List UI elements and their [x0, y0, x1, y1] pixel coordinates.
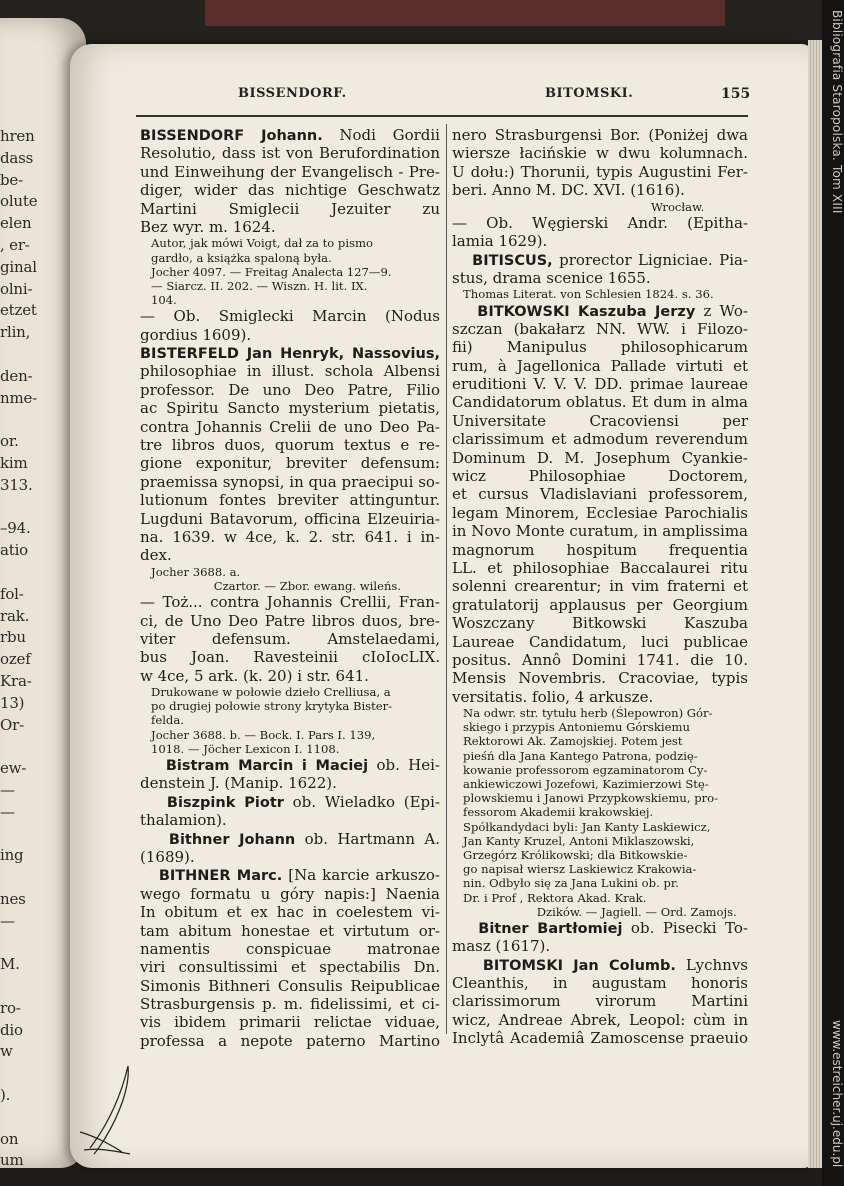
handwritten-signature: [70, 1062, 150, 1158]
entry-text: solenni crearentur; in vim fraterni et: [452, 577, 748, 596]
note-line: ankiewiczowi Jozefowi, Kazimierzowi Stę-: [452, 777, 709, 792]
text-line: [140, 381, 440, 399]
note-line: gardło, a książka spaloną była.: [140, 250, 332, 265]
entry-text: Lugduni Batavorum, officina Elzeuiria-: [140, 509, 440, 528]
text-line: [140, 612, 440, 630]
text-line: [140, 491, 440, 509]
left-fragment-line: fol-: [0, 584, 24, 603]
left-fragment-line: [0, 736, 80, 758]
text-line: [140, 218, 440, 236]
collection-label: Bibliografia Staropolska. Tom XIII: [830, 10, 844, 214]
text-line: [140, 922, 440, 940]
entry-heading-line: [140, 793, 440, 811]
left-fragment-line: [0, 976, 80, 998]
note-line: skiego i przypis Antoniemu Górskiemu: [452, 720, 690, 735]
text-line: [452, 937, 748, 955]
entry-text: eruditioni V. V. V. DD. primae laureae: [452, 375, 748, 394]
entry-text: und Einweihung der Evangelisch - Pre-: [140, 162, 440, 181]
entry-text: prorector Ligniciae. Pia-: [552, 250, 748, 269]
note-line: plowskiemu i Janowi Przypkowskiemu, pro-: [452, 791, 719, 806]
text-line: [140, 362, 440, 380]
text-line: [140, 885, 440, 903]
entry-text: Resolutio, dass ist von Berufordination: [140, 144, 440, 163]
left-fragment-line: kim: [0, 453, 28, 472]
entry-text: Mensis Novembris. Cracoviae, typis: [452, 669, 748, 688]
text-line: [452, 688, 748, 706]
entry-text: stus, drama scenice 1655.: [452, 268, 651, 287]
entry-heading: Bitner Bartłomiej: [452, 920, 623, 937]
entry-text: tam abitum honestae et virtutum or-: [140, 921, 440, 940]
left-fragment-line: dio: [0, 1020, 23, 1039]
left-fragment-line: nes: [0, 889, 26, 908]
entry-heading: BITISCUS,: [452, 252, 553, 269]
entry-text: szczan (bakałarz NN. WW. i Filozo-: [452, 319, 748, 338]
text-line: [452, 1011, 748, 1029]
entry-text: clarissimum et admodum reverendum: [452, 430, 748, 449]
left-fragment-line: 313.: [0, 475, 33, 494]
note-line: pieśń dla Jana Kantego Patrona, podzię-: [452, 748, 698, 763]
note-line: Wrocław.: [452, 199, 705, 214]
text-line: [452, 393, 748, 411]
note-line: Jan Kanty Kruzel, Antoni Miklaszowski,: [452, 833, 695, 848]
text-line: [140, 774, 440, 792]
entry-text: Laureae Candidatum, luci publicae: [452, 632, 748, 651]
entry-text: z Wo-: [695, 301, 748, 320]
left-fragment-line: Kra-: [0, 671, 32, 690]
note-line: Czartor. — Zbor. ewang. wileńs.: [140, 578, 402, 593]
text-line: [140, 811, 440, 829]
entry-heading: Bithner Johann: [140, 831, 296, 848]
note-line: Rektorowi Ak. Zamojskiej. Potem jest: [452, 734, 683, 749]
entry-heading-line: [140, 830, 440, 848]
entry-text: fii) Manipulus philosophicarum: [452, 338, 748, 357]
text-line: [452, 163, 748, 181]
page-number: 155: [721, 86, 751, 102]
left-fragment-line: um: [0, 1151, 24, 1168]
entry-heading: BITHNER Marc.: [140, 868, 283, 885]
entry-text: Woszczany Bitkowski Kaszuba: [452, 614, 748, 633]
note-line: go napisał wiersz Laskiewicz Krakowia-: [452, 862, 697, 877]
left-fragment-line: [0, 1063, 80, 1085]
entry-text: ac Spiritu Sancto mysterium pietatis,: [140, 399, 440, 418]
text-line: [140, 958, 440, 976]
note-line: kowanie professorom egzaminatorom Cy-: [452, 762, 708, 777]
entry-text: tre libros duos, quorum textus e re-: [140, 436, 440, 455]
entry-text: Cleanthis, in augustam honoris: [452, 974, 748, 993]
left-fragment-line: ginal: [0, 257, 37, 276]
left-fragment-line: rbu: [0, 628, 26, 647]
left-fragment-line: ).: [0, 1086, 11, 1105]
note-line: 1018. — Jöcher Lexicon I. 1108.: [140, 741, 340, 756]
left-fragment-line: [0, 344, 80, 366]
text-line: [452, 504, 748, 522]
left-fragment-line: ozef: [0, 650, 31, 669]
left-fragment-line: den-: [0, 366, 33, 385]
entry-text: Simonis Bithneri Consulis Reipublicae: [140, 976, 440, 995]
text-line: [452, 974, 748, 992]
entry-text: wiersze łacińskie w dwu kolumnach.: [452, 144, 748, 163]
text-line: [452, 633, 748, 651]
entry-text: viter defensum. Amstelaedami,: [140, 629, 440, 648]
entry-text: Nodi Gordii: [322, 126, 440, 144]
text-line: [140, 200, 440, 218]
text-line: [452, 320, 748, 338]
entry-text: In obitum et ex hac in coelestem vi-: [140, 903, 440, 922]
entry-heading-line: [140, 866, 440, 884]
entry-text: Lychnvs: [675, 955, 748, 974]
entry-text: wicz Philosophiae Doctorem,: [452, 467, 748, 486]
text-line: [140, 307, 440, 325]
text-line: [140, 940, 440, 958]
entry-text: nero Strasburgensi Bor. (Poniżej dwa: [452, 126, 748, 144]
text-line: [140, 399, 440, 417]
text-line: [140, 1032, 440, 1050]
text-line: [452, 596, 748, 614]
entry-text: LL. et philosophiae Baccalaurei ritu: [452, 558, 748, 577]
entry-text: Universitate Cracoviensi per: [452, 411, 748, 430]
left-fragment-line: w: [0, 1042, 13, 1061]
left-fragment-line: [0, 1107, 80, 1129]
text-line: [140, 648, 440, 666]
header-rule: [136, 115, 748, 117]
entry-text: legam Minorem, Ecclesiae Parochialis: [452, 503, 748, 522]
note-line: 104.: [140, 293, 177, 308]
left-fragment-line: ro-: [0, 998, 21, 1017]
left-fragment-line: Or-: [0, 715, 24, 734]
entry-text: rum, à Jagellonica Pallade virtuti et: [452, 356, 748, 375]
text-line: [452, 269, 748, 287]
text-line: [452, 126, 748, 144]
entry-text: lutionum fontes breviter attinguntur.: [140, 491, 440, 510]
entry-text: ob. Wieladko (Epi-: [283, 792, 440, 811]
right-column: [452, 126, 748, 1048]
entry-text: clarissimorum virorum Martini: [452, 992, 748, 1011]
entry-text: — Toż... contra Johannis Crellii, Fran-: [140, 593, 440, 612]
text-line: [140, 181, 440, 199]
left-fragment-line: [0, 932, 80, 954]
entry-text: Inclytâ Academiâ Zamoscense praeuio: [452, 1029, 748, 1048]
note-line: Jocher 3688. b. — Bock. I. Pars I. 139,: [140, 727, 376, 742]
left-fragment-line: rak.: [0, 606, 30, 625]
entry-heading-line: [452, 919, 748, 937]
text-line: [452, 144, 748, 162]
text-line: [140, 144, 440, 162]
text-line: [452, 651, 748, 669]
entry-heading: BISSENDORF Johann.: [140, 128, 323, 144]
note-line: Grzegórz Królikowski; dla Bitkowskie-: [452, 847, 688, 862]
text-line: [140, 418, 440, 436]
left-fragment-line: [0, 824, 80, 846]
entry-text: Dominum D. M. Josephum Cyankie-: [452, 448, 748, 467]
entry-text: na. 1639. w 4ce, k. 2. str. 641. i in-: [140, 527, 440, 546]
entry-text: Martini Smiglecii Jezuiter zu: [140, 199, 440, 218]
entry-text: et cursus Vladislaviani professorem,: [452, 485, 748, 504]
text-line: [140, 528, 440, 546]
note-line: Dr. i Prof , Rektora Akad. Krak.: [452, 890, 647, 905]
running-head-left: BISSENDORF.: [238, 86, 347, 101]
entry-heading: BISTERFELD Jan Henryk, Nassovius,: [140, 346, 440, 363]
text-line: [452, 1029, 748, 1047]
text-line: [452, 669, 748, 687]
entry-text: lamia 1629).: [452, 232, 548, 251]
left-fragment-line: [0, 867, 80, 889]
left-page-text: [0, 126, 80, 1168]
note-line: nin. Odbyło się za Jana Lukini ob. pr.: [452, 876, 679, 891]
left-fragment-line: ing: [0, 846, 24, 865]
entry-text: versitatis. folio, 4 arkusze.: [452, 687, 654, 706]
left-fragment-line: on: [0, 1129, 19, 1148]
text-line: [140, 977, 440, 995]
column-divider: [446, 124, 447, 1034]
book-cover-edge: [205, 0, 725, 26]
entry-text: dex.: [140, 546, 172, 565]
running-head-right: BITOMSKI.: [545, 86, 634, 101]
left-fragment-line: olute: [0, 192, 38, 211]
left-fragment-line: rlin,: [0, 323, 31, 342]
text-line: [452, 522, 748, 540]
entry-text: Strasburgensis p. m. fidelissimi, et ci-: [140, 995, 440, 1014]
entry-text: bus Joan. Ravesteinii cIoIocLIX.: [140, 648, 440, 667]
note-line: Jocher 4097. — Freitag Analecta 127—9.: [140, 264, 392, 279]
left-fragment-line: [0, 562, 80, 584]
text-line: [452, 467, 748, 485]
left-fragment-line: be-: [0, 170, 23, 189]
left-fragment-line: nme-: [0, 388, 38, 407]
entry-text: praemissa synopsi, in qua praecipui so-: [140, 472, 440, 491]
left-fragment-line: [0, 409, 80, 431]
left-fragment-line: —: [0, 780, 15, 799]
entry-text: gione exponitur, breviter defensum:: [140, 454, 440, 473]
text-line: [140, 995, 440, 1013]
text-line: [140, 1013, 440, 1031]
left-fragment-line: —: [0, 802, 15, 821]
text-line: [452, 214, 748, 232]
entry-text: professor. De uno Deo Patre, Filio: [140, 380, 440, 399]
text-line: [452, 357, 748, 375]
left-fragment-line: —: [0, 911, 15, 930]
note-line: Thomas Literat. von Schlesien 1824. s. 36.: [452, 287, 714, 302]
text-line: [140, 163, 440, 181]
entry-text: Bez wyr. m. 1624.: [140, 217, 276, 236]
entry-text: U dołu:) Thorunii, typis Augustini Fer-: [452, 162, 748, 181]
entry-text: — Ob. Smiglecki Marcin (Nodus: [140, 307, 440, 326]
entry-text: Candidatorum oblatus. Et dum in alma: [452, 393, 748, 412]
text-line: [452, 412, 748, 430]
left-fragment-line: elen: [0, 214, 32, 233]
text-line: [452, 541, 748, 559]
text-line: [452, 181, 748, 199]
text-line: [140, 436, 440, 454]
note-line: Drukowane w połowie dzieło Crelliusa, a: [140, 685, 391, 700]
entry-text: ob. Hei-: [368, 756, 440, 775]
entry-text: ob. Pisecki To-: [622, 918, 748, 937]
text-line: [452, 614, 748, 632]
text-line: [452, 232, 748, 250]
left-fragment-line: ew-: [0, 759, 27, 778]
text-line: [452, 485, 748, 503]
left-fragment-line: M.: [0, 955, 20, 974]
left-fragment-line: , er-: [0, 235, 30, 254]
text-line: [140, 903, 440, 921]
entry-text: philosophiae in illust. schola Albensi: [140, 362, 440, 381]
text-line: [452, 992, 748, 1010]
note-line: felda.: [140, 713, 184, 728]
note-line: fessorom Akademii krakowskiej.: [452, 805, 654, 820]
text-line: [452, 449, 748, 467]
entry-text: — Ob. Węgierski Andr. (Epitha-: [452, 213, 748, 232]
entry-text: vis ibidem primarii relictae viduae,: [140, 1013, 440, 1032]
entry-text: gordius 1609).: [140, 325, 252, 344]
note-line: Spółkandydaci byli: Jan Kanty Laskiewicz,: [452, 819, 711, 834]
left-fragment-line: –94.: [0, 519, 31, 538]
entry-text: thalamion).: [140, 811, 227, 830]
entry-text: positus. Annô Domini 1741. die 10.: [452, 650, 748, 669]
text-line: [452, 338, 748, 356]
entry-text: beri. Anno M. DC. XVI. (1616).: [452, 181, 685, 200]
text-line: [452, 577, 748, 595]
left-fragment-line: dass: [0, 148, 34, 167]
left-fragment-line: atio: [0, 541, 28, 560]
text-line: [140, 546, 440, 564]
entry-text: ci, de Uno Deo Patre libros duos, bre-: [140, 611, 440, 630]
entry-text: contra Johannis Crelii de uno Deo Pa-: [140, 417, 440, 436]
text-line: [452, 559, 748, 577]
entry-text: namentis conspicuae matronae: [140, 939, 440, 958]
entry-heading-line: [140, 756, 440, 774]
text-line: [140, 326, 440, 344]
entry-heading-line: [140, 126, 440, 144]
entry-text: denstein J. (Manip. 1622).: [140, 774, 337, 793]
text-line: [140, 593, 440, 611]
entry-text: wego formatu u góry napis:] Naenia: [140, 884, 440, 903]
note-line: — Siarcz. II. 202. — Wiszn. H. lit. IX.: [140, 278, 368, 293]
entry-text: professa a nepote paterno Martino: [140, 1031, 440, 1050]
entry-text: ob. Hartmann A.: [295, 829, 440, 848]
entry-text: w 4ce, 5 ark. (k. 20) i str. 641.: [140, 666, 369, 685]
left-fragment-line: olni-: [0, 279, 33, 298]
note-line: Dzików. — Jagiell. — Ord. Zamojs.: [452, 904, 737, 919]
text-line: [140, 630, 440, 648]
text-line: [140, 667, 440, 685]
entry-text: magnorum hospitum frequentia: [452, 540, 748, 559]
text-line: [140, 510, 440, 528]
source-url: www.estreicher.uj.edu.pl: [830, 1020, 844, 1168]
entry-heading: Bistram Marcin i Maciej: [140, 758, 369, 775]
entry-text: gratulatorij applausus per Georgium: [452, 595, 748, 614]
left-column: [140, 126, 440, 1050]
entry-text: in Novo Monte curatum, in amplissima: [452, 522, 748, 541]
entry-heading: BITKOWSKI Kaszuba Jerzy: [452, 303, 696, 320]
entry-heading: Biszpink Piotr: [140, 794, 284, 811]
note-line: Jocher 3688. a.: [140, 564, 241, 579]
text-line: [140, 454, 440, 472]
entry-text: masz (1617).: [452, 937, 551, 956]
left-fragment-line: etzet: [0, 301, 37, 320]
entry-text: diger, wider das nichtige Geschwatz: [140, 181, 440, 200]
entry-heading-line: [140, 344, 440, 362]
entry-text: wicz, Andreae Abrek, Leopol: cùm in: [452, 1010, 748, 1029]
entry-heading: BITOMSKI Jan Columb.: [452, 957, 676, 974]
note-line: Na odwr. str. tytułu herb (Ślepowron) Gór-: [452, 706, 713, 721]
entry-heading-line: [452, 956, 748, 974]
entry-heading-line: [452, 251, 748, 269]
text-line: [452, 430, 748, 448]
text-line: [140, 848, 440, 866]
entry-text: (1689).: [140, 847, 195, 866]
left-fragment-line: [0, 497, 80, 519]
note-line: po drugiej połowie strony krytyka Bister-: [140, 699, 393, 714]
left-fragment-line: hren: [0, 127, 35, 145]
left-fragment-line: 13): [0, 693, 25, 712]
entry-text: viri consultissimi et spectabilis Dn.: [140, 958, 440, 977]
text-line: [452, 375, 748, 393]
left-fragment-line: or.: [0, 432, 19, 451]
entry-text: [Na karcie arkuszo-: [282, 866, 440, 885]
text-line: [140, 473, 440, 491]
entry-heading-line: [452, 302, 748, 320]
note-line: Autor, jak mówi Voigt, dał za to pismo: [140, 236, 373, 251]
